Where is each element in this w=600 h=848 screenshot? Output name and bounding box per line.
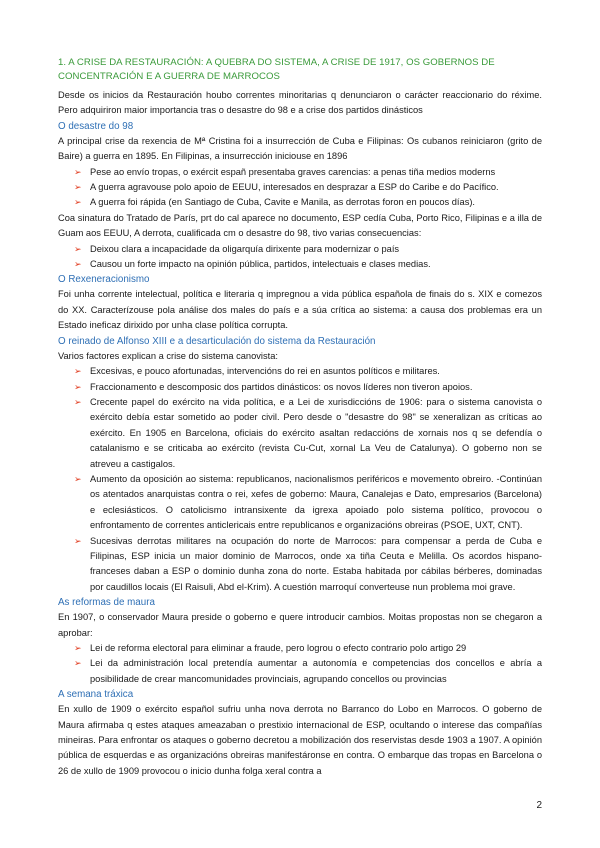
arrow-bullet-icon: ➢ (74, 166, 82, 177)
list-item: ➢ A guerra foi rápida (en Santiago de Cuba, Cavite e Manila, as derrotas foron en poucos días). (58, 195, 542, 210)
list-item: ➢ Lei de reforma electoral para eliminar a fraude, pero logrou o efecto contrario polo artigo 29 (58, 641, 542, 656)
list-item: ➢ Causou un forte impacto na opinión pública, partidos, intelectuais e clases medias. (58, 257, 542, 272)
list-item: ➢ Excesivas, e pouco afortunadas, intervencións do rei en asuntos políticos e militares. (58, 364, 542, 379)
list-item: ➢ Fraccionamento e descomposic dos partidos dinásticos: os novos líderes non tiveron apoios. (58, 380, 542, 395)
arrow-bullet-icon: ➢ (74, 366, 82, 377)
list-item: ➢ Sucesivas derrotas militares na ocupación do norte de Marrocos: para compensar a perda de Cuba e Filipinas, ESP inicia un maior dominio de Marrocos, onde xa tiña Ceuta e Melilla. Os acordos hispano-franceses daban a ESP o dominio dunha zona do norte. Estaba habitada por cábilas bérberes, dominadas por caudillos locais (El Raisuli, Abd el-Krim). A cuestión marroquí converteuse nun problema moi grave. (74, 535, 542, 592)
list-item: ➢ Lei da administración local pretendía aumentar a autonomía e competencias dos concellos e abría a posibilidade de crear mancomunidades provinciais, agrupando concellos ou provincias (74, 658, 542, 684)
paragraph: En xullo de 1909 o exército español sufriu unha nova derrota no Barranco do Lobo en Marrocos. O goberno de Maura afirmaba q estes ataques ameazaban o prestixio internacional de ESP, ocultando o interese das compañías mineiras. Para enfrontar os ataques o goberno decretou a mobilización dos reservistas desde 1903 a 1907. A opinión pública de esquerdas e as organizacións obreiras manifestáronse en contra. O embarque das tropas en Barcelona o 26 de xullo de 1909 provocou o inicio dunha folga xeral contra a (58, 704, 542, 776)
list-item: ➢ Pese ao envío tropas, o exércit españ presentaba graves carencias: a penas tiña medios moderns (58, 165, 542, 180)
section-heading-desastre: O desastre do 98 (58, 120, 134, 132)
arrow-bullet-icon: ➢ (74, 535, 82, 546)
document-page (58, 56, 542, 779)
arrow-bullet-icon: ➢ (74, 473, 82, 484)
section-heading-rexeneracionismo: O Rexeneracionismo (58, 274, 150, 286)
list-item: ➢ Crecente papel do exército na vida política, e a Lei de xurisdiccións de 1906: para o sistema canovista o exército debía estar sometido ao poder civil. Pero desde o "desastre do 98" se xeneralizan as críticas ao exército. En 1905 en Barcelona, oficiais do exército asaltan redaccións de xornais nos q se defendía o catalanismo e se criticaba ao exército (revista Cu-Cut, xornal La Veu de Catalunya). O goberno non se atreveu a castigalos. (74, 396, 542, 469)
section-heading-semana: A semana tráxica (58, 689, 134, 701)
bullet-list (58, 364, 542, 595)
section-heading-maura: As reformas de maura (58, 597, 155, 609)
paragraph: Foi unha corrente intelectual, política e literaria q impregnou a vida pública española de finais do s. XIX e comezos do XX. Caracterízouse pola análise dos males do país e a súa crítica ao sistema: a causa dos problemas era un Estado ineficaz dirixido por unha clase política corrupta. (58, 289, 542, 331)
page-number: 2 (536, 800, 542, 811)
bullet-list (58, 242, 542, 273)
document-title: 1. A CRISE DA RESTAURACIÓN: A QUEBRA DO SISTEMA, A CRISE DE 1917, OS GOBERNOS DE CONCENTRACIÓN E A GUERRA DE MARROCOS (58, 57, 495, 82)
bullet-list (58, 641, 542, 687)
paragraph: A principal crise da rexencia de Mª Cristina foi a insurrección de Cuba e Filipinas: Os cubanos reiniciaron (grito de Baire) a guerra en 1895. En Filipinas, a insurrección iniciouse en 1896 (58, 135, 542, 162)
list-item: ➢ Deixou clara a incapacidade da oligarquía dirixente para modernizar o país (58, 242, 542, 257)
paragraph: Coa sinatura do Tratado de París, prt do cal aparece no documento, ESP cedía Cuba, Porto Rico, Filipinas e a illa de Guam aos EEUU, A derrota, cualificada cm o desastre do 98, tivo varias consecuencias: (58, 212, 542, 239)
intro-paragraph: Desde os inicios da Restauración houbo correntes minoritarias q denunciaron o carácter reaccionario do réxime. Pero adquiriron maior importancia tras o desastre do 98 e a crise dos partidos dinásticos (58, 90, 542, 116)
list-item: ➢ A guerra agravouse polo apoio de EEUU, interesados en desprazar a ESP do Caribe e do Pacífico. (58, 180, 542, 195)
bullet-list (58, 165, 542, 211)
paragraph: Varios factores explican a crise do sistema canovista: (58, 350, 278, 361)
list-item: ➢ Aumento da oposición ao sistema: republicanos, nacionalismos periféricos e movemento obreiro. -Continúan os atentados anarquistas contra o rei, xefes de goberno: Maura, Canalejas e Dato, empresarios (Barcelona) e eclesiásticos. O catolicismo intransixente da igrexa apoiado polo sistema político, provocou o enfrontamento de correntes anticlericais entre republicanos e organizacións obreiras (PSOE, UXT, CNT). (74, 473, 542, 531)
arrow-bullet-icon: ➢ (74, 182, 82, 193)
arrow-bullet-icon: ➢ (74, 396, 82, 407)
arrow-bullet-icon: ➢ (74, 381, 82, 392)
arrow-bullet-icon: ➢ (74, 243, 82, 254)
arrow-bullet-icon: ➢ (74, 658, 82, 669)
paragraph: En 1907, o conservador Maura preside o goberno e quere introducir cambios. Moitas propostas non se chegaron a aprobar: (58, 612, 542, 638)
arrow-bullet-icon: ➢ (74, 643, 82, 653)
arrow-bullet-icon: ➢ (74, 259, 82, 270)
arrow-bullet-icon: ➢ (74, 197, 82, 208)
section-heading-alfonso: O reinado de Alfonso XIII e a desarticulación do sistema da Restauración (58, 335, 376, 347)
